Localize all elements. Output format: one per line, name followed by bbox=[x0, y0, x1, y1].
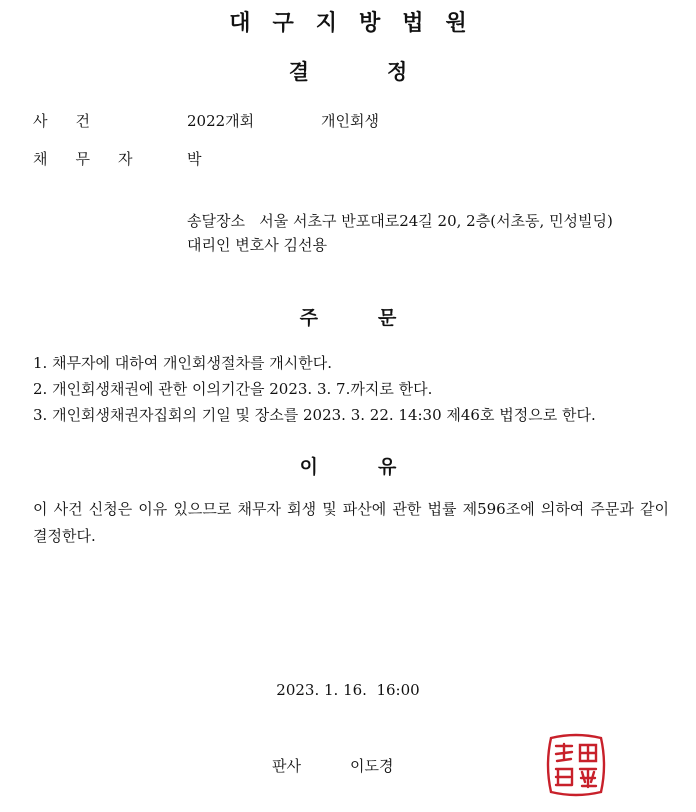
debtor-address: 송달장소 서울 서초구 반포대로24길 20, 2층(서초동, 민성빌딩) bbox=[187, 212, 613, 230]
case-label: 사건 bbox=[33, 112, 118, 130]
judge-title: 판사 bbox=[272, 757, 301, 775]
case-number: 2022개회 bbox=[187, 112, 255, 130]
debtor-label: 채무자 bbox=[33, 150, 161, 168]
order-item-1: 1. 채무자에 대하여 개인회생절차를 개시한다. bbox=[33, 354, 332, 372]
order-item-3: 3. 개인회생채권자집회의 기일 및 장소를 2023. 3. 22. 14:30 제46호 법정으로 한다. bbox=[33, 406, 596, 424]
decision-date: 2023. 1. 16. 16:00 bbox=[276, 681, 420, 699]
judge-name: 이도경 bbox=[350, 757, 394, 775]
court-name: 대구지방법원 bbox=[229, 11, 489, 36]
debtor-name: 박 bbox=[187, 150, 202, 168]
reason-heading: 이유 bbox=[299, 456, 457, 478]
order-item-2: 2. 개인회생채권에 관한 이의기간을 2023. 3. 7.까지로 한다. bbox=[33, 380, 433, 398]
document-title: 결정 bbox=[288, 60, 486, 84]
court-seal-icon bbox=[541, 730, 611, 800]
order-heading: 주문 bbox=[299, 307, 457, 329]
reason-text: 이 사건 신청은 이유 있으므로 채무자 회생 및 파산에 관한 법률 제596조에 의하여 주문과 같이 결정한다. bbox=[33, 500, 669, 545]
debtor-agent: 대리인 변호사 김선용 bbox=[187, 236, 327, 254]
case-type: 개인회생 bbox=[321, 112, 379, 130]
